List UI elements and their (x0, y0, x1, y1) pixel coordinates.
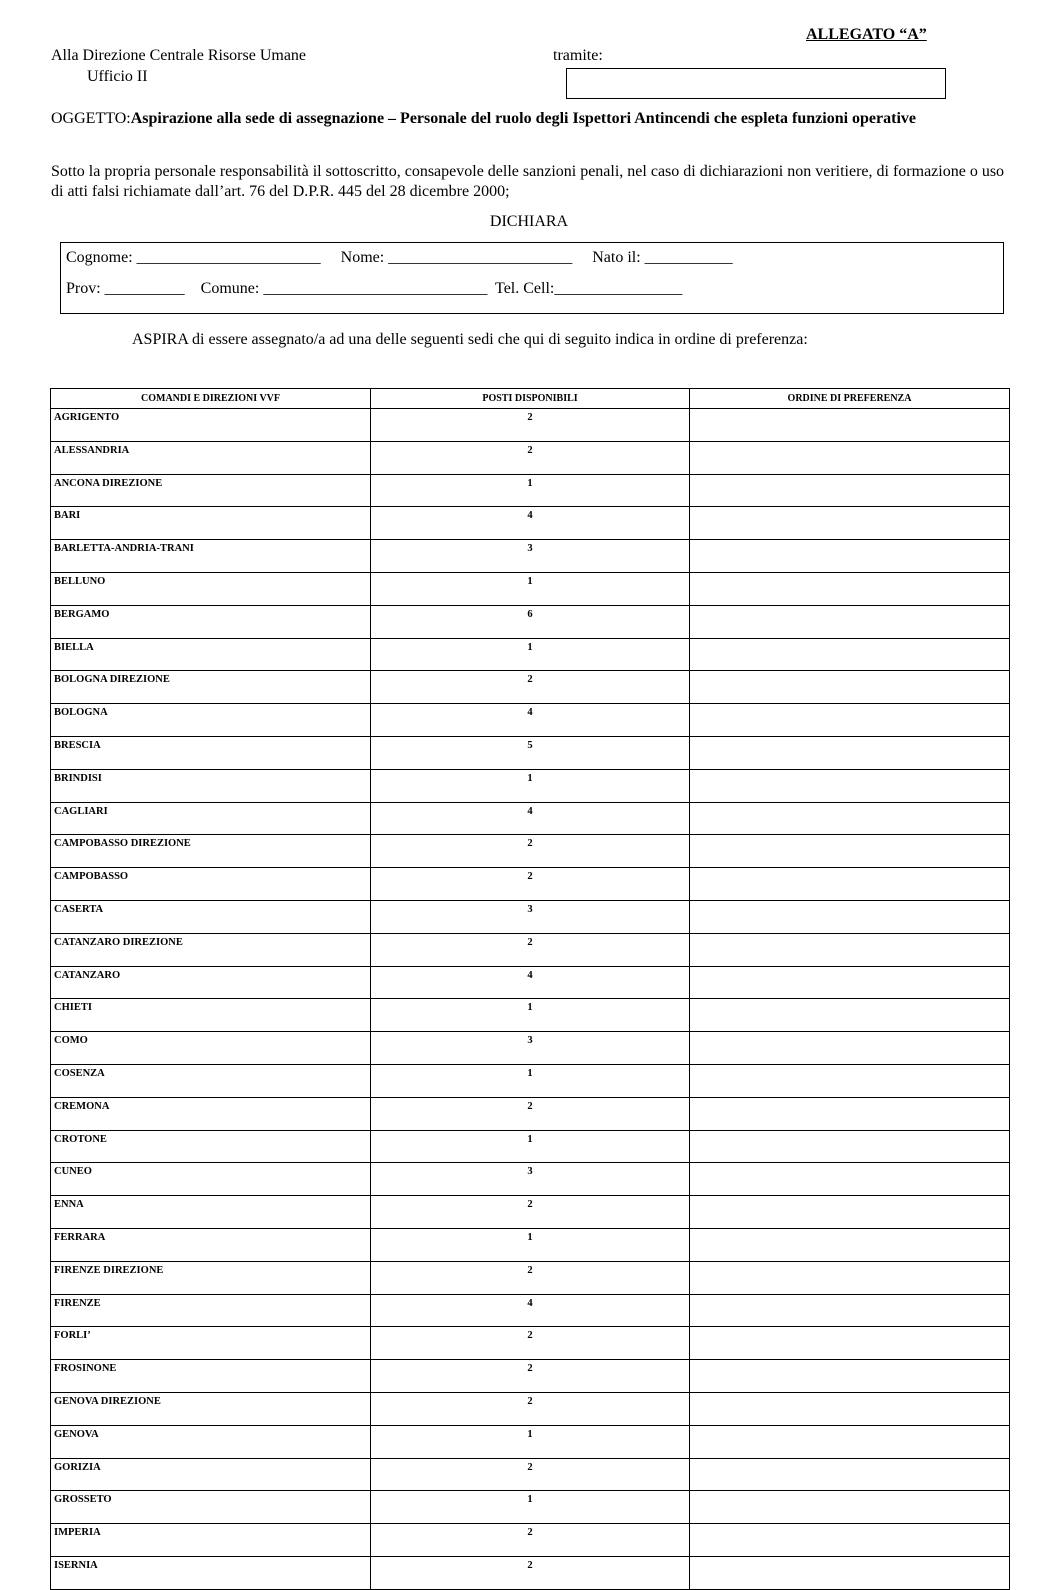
preference-cell[interactable] (690, 802, 1010, 835)
header-comandi: COMANDI E DIREZIONI VVF (51, 389, 371, 409)
posti-disponibili: 2 (371, 868, 690, 901)
sede-name: CHIETI (51, 999, 371, 1032)
preference-cell[interactable] (690, 1556, 1010, 1589)
recipient-line-1: Alla Direzione Centrale Risorse Umane (51, 47, 307, 64)
posti-disponibili: 1 (371, 1491, 690, 1524)
posti-disponibili: 5 (371, 736, 690, 769)
preference-cell[interactable] (690, 933, 1010, 966)
recipient-line-2: Ufficio II (87, 68, 148, 85)
preference-cell[interactable] (690, 671, 1010, 704)
preference-cell[interactable] (690, 1196, 1010, 1229)
preference-cell[interactable] (690, 1163, 1010, 1196)
posti-disponibili: 1 (371, 638, 690, 671)
sede-name: CAGLIARI (51, 802, 371, 835)
sede-name: ISERNIA (51, 1556, 371, 1589)
preference-cell[interactable] (690, 769, 1010, 802)
sede-name: FORLI’ (51, 1327, 371, 1360)
preference-cell[interactable] (690, 1097, 1010, 1130)
table-row (51, 802, 1010, 835)
sede-name: BELLUNO (51, 572, 371, 605)
posti-disponibili: 2 (371, 1524, 690, 1557)
sede-name: GENOVA DIREZIONE (51, 1392, 371, 1425)
preference-cell[interactable] (690, 900, 1010, 933)
posti-disponibili: 6 (371, 605, 690, 638)
table-row (51, 1294, 1010, 1327)
posti-disponibili: 2 (371, 1196, 690, 1229)
posti-disponibili: 1 (371, 1425, 690, 1458)
subject (51, 109, 1001, 128)
preference-cell[interactable] (690, 1360, 1010, 1393)
table-row (51, 671, 1010, 704)
preference-cell[interactable] (690, 736, 1010, 769)
preference-cell[interactable] (690, 1130, 1010, 1163)
table-row (51, 540, 1010, 573)
personal-data-line-1[interactable]: Cognome: _______________________ Nome: _______________________ Nato il: ___________ (66, 249, 733, 266)
preference-cell[interactable] (690, 441, 1010, 474)
sede-name: CREMONA (51, 1097, 371, 1130)
posti-disponibili: 4 (371, 966, 690, 999)
posti-disponibili: 2 (371, 441, 690, 474)
sede-name: GORIZIA (51, 1458, 371, 1491)
table-row (51, 1524, 1010, 1557)
posti-disponibili: 2 (371, 409, 690, 442)
preference-cell[interactable] (690, 1425, 1010, 1458)
preference-cell[interactable] (690, 1491, 1010, 1524)
sede-name: FIRENZE (51, 1294, 371, 1327)
table-row (51, 1360, 1010, 1393)
sede-name: CATANZARO (51, 966, 371, 999)
header-ordine: ORDINE DI PREFERENZA (690, 389, 1010, 409)
preference-cell[interactable] (690, 572, 1010, 605)
sede-name: BRESCIA (51, 736, 371, 769)
declaration-text: Sotto la propria personale responsabilità il sottoscritto, consapevole delle sanzioni penali, nel caso di dichiarazioni non veritiere, di formazione o uso di atti falsi richiamate dall’art. 76 del D.P.R. 445 del 28 dicembre 2000; (51, 163, 1005, 200)
table-header-row (51, 389, 1010, 409)
table-row (51, 736, 1010, 769)
table-row (51, 1032, 1010, 1065)
table-row (51, 999, 1010, 1032)
posti-disponibili: 2 (371, 1097, 690, 1130)
posti-disponibili: 2 (371, 1360, 690, 1393)
table-row (51, 1491, 1010, 1524)
personal-data-line-2[interactable]: Prov: __________ Comune: ____________________________ Tel. Cell:________________ (66, 280, 683, 297)
preference-cell[interactable] (690, 1458, 1010, 1491)
table-row (51, 1228, 1010, 1261)
sede-name: BOLOGNA DIREZIONE (51, 671, 371, 704)
tramite-label: tramite: (553, 47, 603, 64)
table-row (51, 1425, 1010, 1458)
preference-cell[interactable] (690, 1524, 1010, 1557)
posti-disponibili: 1 (371, 999, 690, 1032)
table-row (51, 900, 1010, 933)
subject-label: OGGETTO: (51, 110, 131, 127)
sede-name: CASERTA (51, 900, 371, 933)
preference-cell[interactable] (690, 1261, 1010, 1294)
preference-cell[interactable] (690, 1064, 1010, 1097)
preference-cell[interactable] (690, 1032, 1010, 1065)
table-row (51, 572, 1010, 605)
sede-name: ENNA (51, 1196, 371, 1229)
posti-disponibili: 3 (371, 1163, 690, 1196)
posti-disponibili: 3 (371, 1032, 690, 1065)
sede-name: BRINDISI (51, 769, 371, 802)
tramite-field[interactable] (566, 68, 946, 99)
preference-cell[interactable] (690, 638, 1010, 671)
table-row (51, 507, 1010, 540)
sede-name: COSENZA (51, 1064, 371, 1097)
sede-name: BERGAMO (51, 605, 371, 638)
table-row (51, 1130, 1010, 1163)
sede-name: FERRARA (51, 1228, 371, 1261)
posti-disponibili: 1 (371, 1130, 690, 1163)
table-row (51, 605, 1010, 638)
table-row (51, 409, 1010, 442)
sede-name: CAMPOBASSO DIREZIONE (51, 835, 371, 868)
posti-disponibili: 2 (371, 1458, 690, 1491)
sede-name: FROSINONE (51, 1360, 371, 1393)
sede-name: BOLOGNA (51, 704, 371, 737)
posti-disponibili: 1 (371, 474, 690, 507)
posti-disponibili: 1 (371, 1228, 690, 1261)
posti-disponibili: 2 (371, 1327, 690, 1360)
posti-disponibili: 4 (371, 1294, 690, 1327)
posti-disponibili: 1 (371, 572, 690, 605)
posti-disponibili: 3 (371, 900, 690, 933)
table-row (51, 1163, 1010, 1196)
table-row (51, 1196, 1010, 1229)
table-row (51, 769, 1010, 802)
preference-cell[interactable] (690, 1294, 1010, 1327)
sede-name: CUNEO (51, 1163, 371, 1196)
sede-name: FIRENZE DIREZIONE (51, 1261, 371, 1294)
table-row (51, 1392, 1010, 1425)
preference-cell[interactable] (690, 474, 1010, 507)
sedi-table (50, 388, 1010, 1590)
header-posti: POSTI DISPONIBILI (371, 389, 690, 409)
preference-cell[interactable] (690, 966, 1010, 999)
table-row (51, 704, 1010, 737)
preference-cell[interactable] (690, 835, 1010, 868)
table-row (51, 933, 1010, 966)
posti-disponibili: 2 (371, 933, 690, 966)
sede-name: BARI (51, 507, 371, 540)
sede-name: ALESSANDRIA (51, 441, 371, 474)
preference-cell[interactable] (690, 409, 1010, 442)
preference-cell[interactable] (690, 868, 1010, 901)
posti-disponibili: 2 (371, 671, 690, 704)
preference-cell[interactable] (690, 507, 1010, 540)
preference-cell[interactable] (690, 1392, 1010, 1425)
posti-disponibili: 4 (371, 802, 690, 835)
posti-disponibili: 2 (371, 1261, 690, 1294)
table-row (51, 1261, 1010, 1294)
preference-cell[interactable] (690, 1327, 1010, 1360)
aspira-text: ASPIRA di essere assegnato/a ad una delle seguenti sedi che qui di seguito indica in ordine di preferenza: (132, 331, 808, 348)
sede-name: AGRIGENTO (51, 409, 371, 442)
posti-disponibili: 2 (371, 835, 690, 868)
sede-name: CATANZARO DIREZIONE (51, 933, 371, 966)
table-row (51, 1327, 1010, 1360)
table-row (51, 1064, 1010, 1097)
table-row (51, 1097, 1010, 1130)
preference-cell[interactable] (690, 704, 1010, 737)
sede-name: COMO (51, 1032, 371, 1065)
sede-name: IMPERIA (51, 1524, 371, 1557)
sede-name: BIELLA (51, 638, 371, 671)
table-row (51, 868, 1010, 901)
posti-disponibili: 4 (371, 704, 690, 737)
preference-cell[interactable] (690, 1228, 1010, 1261)
sede-name: GENOVA (51, 1425, 371, 1458)
sede-name: CROTONE (51, 1130, 371, 1163)
attachment-label: ALLEGATO “A” (806, 26, 927, 43)
posti-disponibili: 3 (371, 540, 690, 573)
preference-cell[interactable] (690, 999, 1010, 1032)
table-row (51, 835, 1010, 868)
table-row (51, 638, 1010, 671)
posti-disponibili: 4 (371, 507, 690, 540)
table-row (51, 474, 1010, 507)
posti-disponibili: 1 (371, 769, 690, 802)
table-row (51, 966, 1010, 999)
table-row (51, 1458, 1010, 1491)
personal-data-box (60, 242, 1004, 314)
sede-name: CAMPOBASSO (51, 868, 371, 901)
posti-disponibili: 1 (371, 1064, 690, 1097)
sede-name: ANCONA DIREZIONE (51, 474, 371, 507)
subject-text: Aspirazione alla sede di assegnazione – Personale del ruolo degli Ispettori Antincendi che espleta funzioni operative (130, 110, 917, 127)
posti-disponibili: 2 (371, 1556, 690, 1589)
sede-name: BARLETTA-ANDRIA-TRANI (51, 540, 371, 573)
table-row (51, 1556, 1010, 1589)
posti-disponibili: 2 (371, 1392, 690, 1425)
preference-cell[interactable] (690, 540, 1010, 573)
table-row (51, 441, 1010, 474)
sede-name: GROSSETO (51, 1491, 371, 1524)
preference-cell[interactable] (690, 605, 1010, 638)
dichiara-heading: DICHIARA (489, 213, 569, 230)
